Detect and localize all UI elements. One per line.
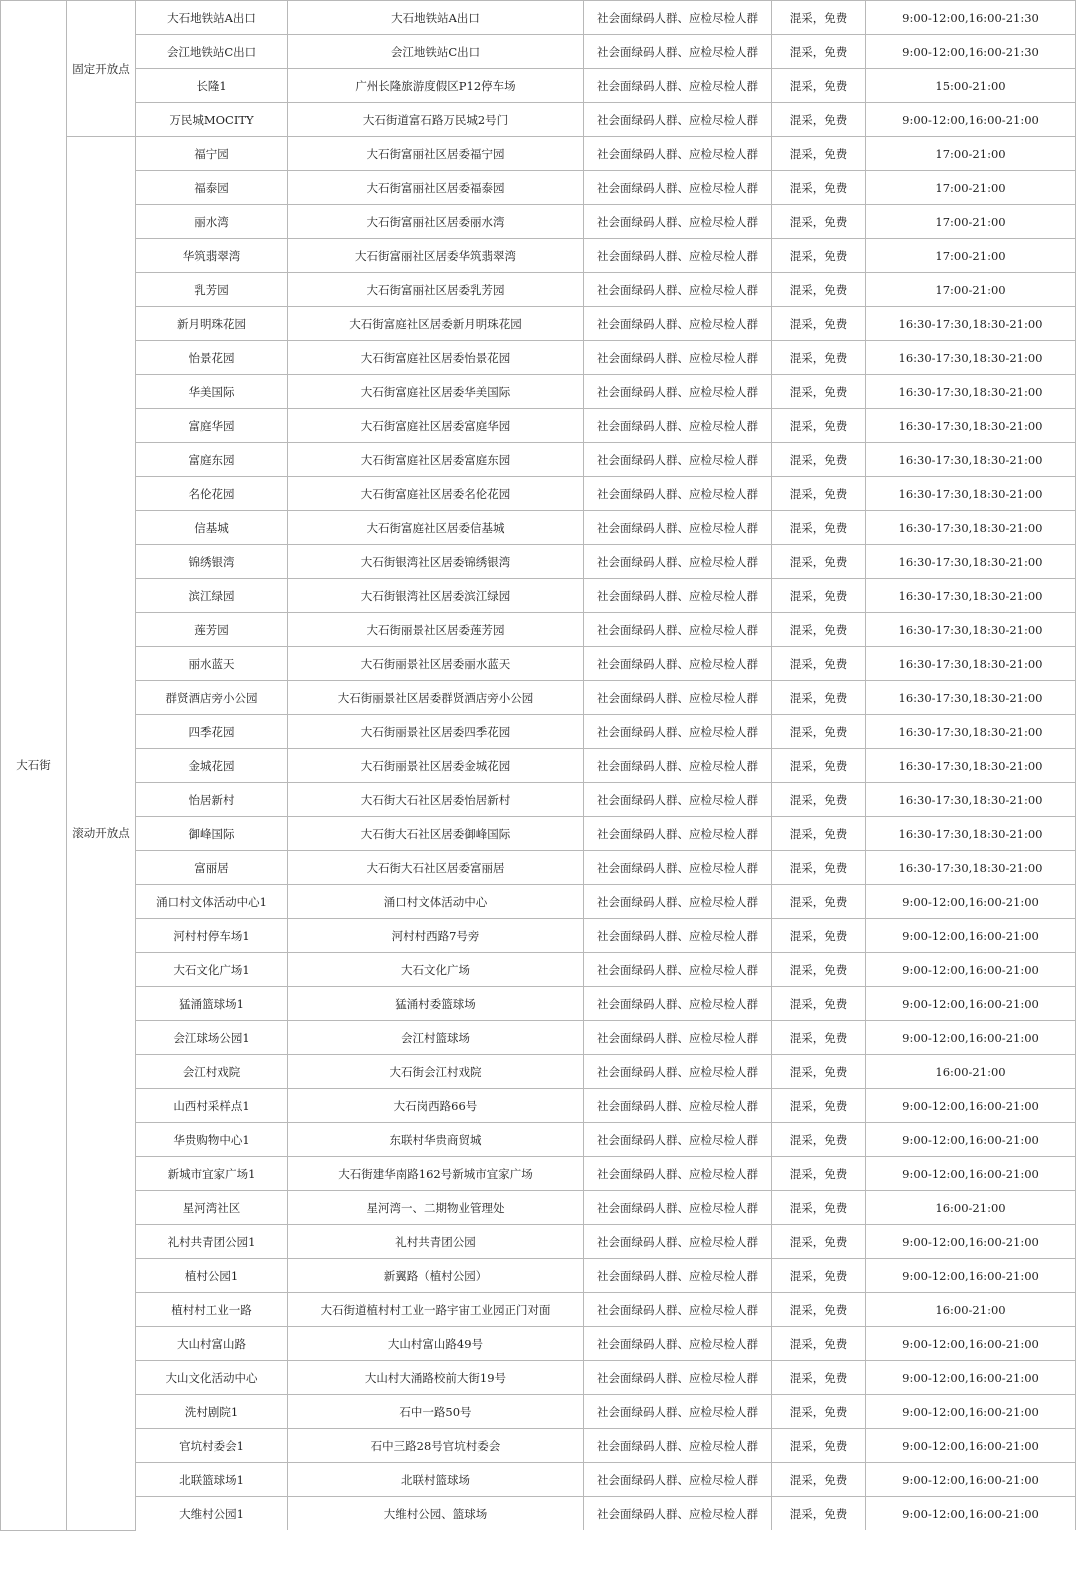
target-population-cell: 社会面绿码人群、应检尽检人群 <box>584 1 772 35</box>
site-name-cell: 乳芳园 <box>136 273 288 307</box>
opening-hours-cell: 9:00-12:00,16:00-21:00 <box>866 1497 1076 1531</box>
address-cell: 星河湾一、二期物业管理处 <box>288 1191 584 1225</box>
target-population-cell: 社会面绿码人群、应检尽检人群 <box>584 1497 772 1531</box>
opening-hours-cell: 9:00-12:00,16:00-21:00 <box>866 953 1076 987</box>
target-population-cell: 社会面绿码人群、应检尽检人群 <box>584 1157 772 1191</box>
address-cell: 大石地铁站A出口 <box>288 1 584 35</box>
table-row <box>1 35 1076 69</box>
table-row <box>1 1191 1076 1225</box>
opening-hours-cell: 9:00-12:00,16:00-21:00 <box>866 1089 1076 1123</box>
address-cell: 大石街银湾社区居委锦绣银湾 <box>288 545 584 579</box>
sampling-method-cell: 混采，免费 <box>772 443 866 477</box>
opening-hours-cell: 16:30-17:30,18:30-21:00 <box>866 613 1076 647</box>
site-name-cell: 涌口村文体活动中心1 <box>136 885 288 919</box>
opening-hours-cell: 9:00-12:00,16:00-21:00 <box>866 987 1076 1021</box>
opening-hours-cell: 16:00-21:00 <box>866 1191 1076 1225</box>
table-row <box>1 375 1076 409</box>
target-population-cell: 社会面绿码人群、应检尽检人群 <box>584 511 772 545</box>
site-name-cell: 大石文化广场1 <box>136 953 288 987</box>
sampling-method-cell: 混采，免费 <box>772 171 866 205</box>
table-row <box>1 953 1076 987</box>
target-population-cell: 社会面绿码人群、应检尽检人群 <box>584 749 772 783</box>
sampling-method-cell: 混采，免费 <box>772 1463 866 1497</box>
address-cell: 大石街丽景社区居委群贤酒店旁小公园 <box>288 681 584 715</box>
sampling-method-cell: 混采，免费 <box>772 749 866 783</box>
site-name-cell: 会江球场公园1 <box>136 1021 288 1055</box>
sampling-method-cell: 混采，免费 <box>772 681 866 715</box>
address-cell: 大石街富丽社区居委丽水湾 <box>288 205 584 239</box>
sampling-method-cell: 混采，免费 <box>772 511 866 545</box>
opening-hours-cell: 16:30-17:30,18:30-21:00 <box>866 409 1076 443</box>
address-cell: 大石街大石社区居委怡居新村 <box>288 783 584 817</box>
site-name-cell: 富丽居 <box>136 851 288 885</box>
table-row <box>1 1123 1076 1157</box>
target-population-cell: 社会面绿码人群、应检尽检人群 <box>584 1327 772 1361</box>
address-cell: 大石街会江村戏院 <box>288 1055 584 1089</box>
table-row <box>1 511 1076 545</box>
opening-hours-cell: 16:30-17:30,18:30-21:00 <box>866 477 1076 511</box>
opening-hours-cell: 16:30-17:30,18:30-21:00 <box>866 681 1076 715</box>
site-name-cell: 长隆1 <box>136 69 288 103</box>
opening-hours-cell: 9:00-12:00,16:00-21:00 <box>866 1021 1076 1055</box>
address-cell: 大石街富庭社区居委富庭东园 <box>288 443 584 477</box>
opening-hours-cell: 9:00-12:00,16:00-21:00 <box>866 1225 1076 1259</box>
sampling-method-cell: 混采，免费 <box>772 69 866 103</box>
sampling-method-cell: 混采，免费 <box>772 987 866 1021</box>
site-name-cell: 丽水蓝天 <box>136 647 288 681</box>
site-name-cell: 信基城 <box>136 511 288 545</box>
target-population-cell: 社会面绿码人群、应检尽检人群 <box>584 579 772 613</box>
site-name-cell: 万民城MOCITY <box>136 103 288 137</box>
target-population-cell: 社会面绿码人群、应检尽检人群 <box>584 273 772 307</box>
sampling-method-cell: 混采，免费 <box>772 1395 866 1429</box>
table-row <box>1 273 1076 307</box>
site-name-cell: 河村村停车场1 <box>136 919 288 953</box>
table-row <box>1 1089 1076 1123</box>
site-name-cell: 新城市宜家广场1 <box>136 1157 288 1191</box>
table-row <box>1 1157 1076 1191</box>
site-name-cell: 怡居新村 <box>136 783 288 817</box>
table-row <box>1 851 1076 885</box>
opening-hours-cell: 9:00-12:00,16:00-21:00 <box>866 1157 1076 1191</box>
target-population-cell: 社会面绿码人群、应检尽检人群 <box>584 885 772 919</box>
opening-hours-cell: 16:30-17:30,18:30-21:00 <box>866 511 1076 545</box>
address-cell: 涌口村文体活动中心 <box>288 885 584 919</box>
site-name-cell: 新月明珠花园 <box>136 307 288 341</box>
opening-hours-cell: 16:30-17:30,18:30-21:00 <box>866 579 1076 613</box>
table-body <box>1 1 1076 1531</box>
opening-hours-cell: 17:00-21:00 <box>866 273 1076 307</box>
address-cell: 广州长隆旅游度假区P12停车场 <box>288 69 584 103</box>
table-row <box>1 1463 1076 1497</box>
table-row <box>1 477 1076 511</box>
opening-hours-cell: 17:00-21:00 <box>866 137 1076 171</box>
site-name-cell: 洗村剧院1 <box>136 1395 288 1429</box>
target-population-cell: 社会面绿码人群、应检尽检人群 <box>584 1089 772 1123</box>
sampling-method-cell: 混采，免费 <box>772 1361 866 1395</box>
opening-hours-cell: 16:30-17:30,18:30-21:00 <box>866 851 1076 885</box>
address-cell: 大石街丽景社区居委四季花园 <box>288 715 584 749</box>
table-row <box>1 783 1076 817</box>
table-row <box>1 103 1076 137</box>
sampling-method-cell: 混采，免费 <box>772 341 866 375</box>
site-name-cell: 富庭华园 <box>136 409 288 443</box>
site-name-cell: 富庭东园 <box>136 443 288 477</box>
address-cell: 北联村篮球场 <box>288 1463 584 1497</box>
address-cell: 大山村富山路49号 <box>288 1327 584 1361</box>
site-name-cell: 锦绣银湾 <box>136 545 288 579</box>
target-population-cell: 社会面绿码人群、应检尽检人群 <box>584 851 772 885</box>
opening-hours-cell: 9:00-12:00,16:00-21:00 <box>866 1361 1076 1395</box>
opening-hours-cell: 9:00-12:00,16:00-21:00 <box>866 885 1076 919</box>
target-population-cell: 社会面绿码人群、应检尽检人群 <box>584 137 772 171</box>
target-population-cell: 社会面绿码人群、应检尽检人群 <box>584 1293 772 1327</box>
opening-hours-cell: 9:00-12:00,16:00-21:30 <box>866 1 1076 35</box>
opening-hours-cell: 16:30-17:30,18:30-21:00 <box>866 715 1076 749</box>
site-name-cell: 会江地铁站C出口 <box>136 35 288 69</box>
site-name-cell: 滨江绿园 <box>136 579 288 613</box>
table-row <box>1 817 1076 851</box>
target-population-cell: 社会面绿码人群、应检尽检人群 <box>584 987 772 1021</box>
sampling-method-cell: 混采，免费 <box>772 1157 866 1191</box>
table-row <box>1 987 1076 1021</box>
site-name-cell: 华贵购物中心1 <box>136 1123 288 1157</box>
opening-hours-cell: 9:00-12:00,16:00-21:00 <box>866 1327 1076 1361</box>
sampling-method-cell: 混采，免费 <box>772 579 866 613</box>
address-cell: 大石街丽景社区居委金城花园 <box>288 749 584 783</box>
sampling-method-cell: 混采，免费 <box>772 613 866 647</box>
sampling-method-cell: 混采，免费 <box>772 477 866 511</box>
site-name-cell: 大石地铁站A出口 <box>136 1 288 35</box>
table-row <box>1 749 1076 783</box>
address-cell: 大石街富丽社区居委福泰园 <box>288 171 584 205</box>
opening-hours-cell: 16:30-17:30,18:30-21:00 <box>866 817 1076 851</box>
target-population-cell: 社会面绿码人群、应检尽检人群 <box>584 205 772 239</box>
site-name-cell: 怡景花园 <box>136 341 288 375</box>
site-name-cell: 金城花园 <box>136 749 288 783</box>
address-cell: 礼村共青团公园 <box>288 1225 584 1259</box>
table-row <box>1 1293 1076 1327</box>
table-row <box>1 1225 1076 1259</box>
address-cell: 大石街大石社区居委富丽居 <box>288 851 584 885</box>
site-name-cell: 御峰国际 <box>136 817 288 851</box>
target-population-cell: 社会面绿码人群、应检尽检人群 <box>584 1055 772 1089</box>
address-cell: 大山村大涌路校前大街19号 <box>288 1361 584 1395</box>
target-population-cell: 社会面绿码人群、应检尽检人群 <box>584 341 772 375</box>
target-population-cell: 社会面绿码人群、应检尽检人群 <box>584 477 772 511</box>
table-row <box>1 1497 1076 1531</box>
table-row <box>1 919 1076 953</box>
target-population-cell: 社会面绿码人群、应检尽检人群 <box>584 103 772 137</box>
address-cell: 大维村公园、篮球场 <box>288 1497 584 1531</box>
target-population-cell: 社会面绿码人群、应检尽检人群 <box>584 375 772 409</box>
opening-hours-cell: 16:30-17:30,18:30-21:00 <box>866 545 1076 579</box>
address-cell: 大石街建华南路162号新城市宜家广场 <box>288 1157 584 1191</box>
sampling-method-cell: 混采，免费 <box>772 1293 866 1327</box>
sampling-method-cell: 混采，免费 <box>772 1327 866 1361</box>
target-population-cell: 社会面绿码人群、应检尽检人群 <box>584 953 772 987</box>
site-name-cell: 群贤酒店旁小公园 <box>136 681 288 715</box>
address-cell: 会江地铁站C出口 <box>288 35 584 69</box>
target-population-cell: 社会面绿码人群、应检尽检人群 <box>584 647 772 681</box>
address-cell: 猛涌村委篮球场 <box>288 987 584 1021</box>
table-row <box>1 1 1076 35</box>
sampling-method-cell: 混采，免费 <box>772 1123 866 1157</box>
target-population-cell: 社会面绿码人群、应检尽检人群 <box>584 919 772 953</box>
site-name-cell: 山西村采样点1 <box>136 1089 288 1123</box>
site-name-cell: 福泰园 <box>136 171 288 205</box>
opening-hours-cell: 16:30-17:30,18:30-21:00 <box>866 647 1076 681</box>
site-name-cell: 华美国际 <box>136 375 288 409</box>
site-name-cell: 植村公园1 <box>136 1259 288 1293</box>
address-cell: 大石街富庭社区居委名伦花园 <box>288 477 584 511</box>
table-row <box>1 579 1076 613</box>
site-name-cell: 大山村富山路 <box>136 1327 288 1361</box>
address-cell: 河村村西路7号旁 <box>288 919 584 953</box>
opening-hours-cell: 16:30-17:30,18:30-21:00 <box>866 375 1076 409</box>
sampling-method-cell: 混采，免费 <box>772 953 866 987</box>
site-name-cell: 北联篮球场1 <box>136 1463 288 1497</box>
address-cell: 大石街富庭社区居委华美国际 <box>288 375 584 409</box>
sampling-method-cell: 混采，免费 <box>772 1429 866 1463</box>
site-name-cell: 星河湾社区 <box>136 1191 288 1225</box>
address-cell: 大石文化广场 <box>288 953 584 987</box>
sampling-method-cell: 混采，免费 <box>772 1021 866 1055</box>
target-population-cell: 社会面绿码人群、应检尽检人群 <box>584 171 772 205</box>
sampling-method-cell: 混采，免费 <box>772 919 866 953</box>
table-row <box>1 1021 1076 1055</box>
site-name-cell: 大维村公园1 <box>136 1497 288 1531</box>
sampling-method-cell: 混采，免费 <box>772 35 866 69</box>
address-cell: 大石街富庭社区居委新月明珠花园 <box>288 307 584 341</box>
table-row <box>1 1395 1076 1429</box>
sampling-method-cell: 混采，免费 <box>772 1055 866 1089</box>
opening-hours-cell: 9:00-12:00,16:00-21:00 <box>866 1463 1076 1497</box>
table-row <box>1 1259 1076 1293</box>
opening-hours-cell: 9:00-12:00,16:00-21:30 <box>866 35 1076 69</box>
sampling-method-cell: 混采，免费 <box>772 239 866 273</box>
sampling-method-cell: 混采，免费 <box>772 1 866 35</box>
table-row <box>1 681 1076 715</box>
table-row <box>1 545 1076 579</box>
site-name-cell: 猛涌篮球场1 <box>136 987 288 1021</box>
site-name-cell: 丽水湾 <box>136 205 288 239</box>
sampling-method-cell: 混采，免费 <box>772 1497 866 1531</box>
target-population-cell: 社会面绿码人群、应检尽检人群 <box>584 443 772 477</box>
opening-hours-cell: 9:00-12:00,16:00-21:00 <box>866 103 1076 137</box>
site-type-cell: 固定开放点 <box>67 1 136 137</box>
table-row <box>1 1055 1076 1089</box>
site-name-cell: 植村村工业一路 <box>136 1293 288 1327</box>
opening-hours-cell: 16:30-17:30,18:30-21:00 <box>866 307 1076 341</box>
target-population-cell: 社会面绿码人群、应检尽检人群 <box>584 1021 772 1055</box>
target-population-cell: 社会面绿码人群、应检尽检人群 <box>584 239 772 273</box>
sampling-method-cell: 混采，免费 <box>772 1225 866 1259</box>
target-population-cell: 社会面绿码人群、应检尽检人群 <box>584 69 772 103</box>
sampling-method-cell: 混采，免费 <box>772 307 866 341</box>
site-name-cell: 会江村戏院 <box>136 1055 288 1089</box>
address-cell: 石中一路50号 <box>288 1395 584 1429</box>
table-row <box>1 409 1076 443</box>
site-name-cell: 莲芳园 <box>136 613 288 647</box>
table-row <box>1 341 1076 375</box>
address-cell: 新翼路（植村公园） <box>288 1259 584 1293</box>
target-population-cell: 社会面绿码人群、应检尽检人群 <box>584 1191 772 1225</box>
opening-hours-cell: 16:30-17:30,18:30-21:00 <box>866 749 1076 783</box>
address-cell: 大石街富庭社区居委富庭华园 <box>288 409 584 443</box>
table-row <box>1 1361 1076 1395</box>
site-name-cell: 名伦花园 <box>136 477 288 511</box>
site-name-cell: 官坑村委会1 <box>136 1429 288 1463</box>
target-population-cell: 社会面绿码人群、应检尽检人群 <box>584 1429 772 1463</box>
sampling-method-cell: 混采，免费 <box>772 851 866 885</box>
address-cell: 大石街富庭社区居委怡景花园 <box>288 341 584 375</box>
sampling-method-cell: 混采，免费 <box>772 817 866 851</box>
address-cell: 大石街丽景社区居委莲芳园 <box>288 613 584 647</box>
address-cell: 大石街富丽社区居委福宁园 <box>288 137 584 171</box>
target-population-cell: 社会面绿码人群、应检尽检人群 <box>584 1395 772 1429</box>
target-population-cell: 社会面绿码人群、应检尽检人群 <box>584 1259 772 1293</box>
sampling-method-cell: 混采，免费 <box>772 715 866 749</box>
sampling-method-cell: 混采，免费 <box>772 205 866 239</box>
target-population-cell: 社会面绿码人群、应检尽检人群 <box>584 1225 772 1259</box>
site-name-cell: 礼村共青团公园1 <box>136 1225 288 1259</box>
sampling-method-cell: 混采，免费 <box>772 1259 866 1293</box>
address-cell: 大石街大石社区居委御峰国际 <box>288 817 584 851</box>
opening-hours-cell: 17:00-21:00 <box>866 205 1076 239</box>
table-row <box>1 885 1076 919</box>
target-population-cell: 社会面绿码人群、应检尽检人群 <box>584 613 772 647</box>
table-row <box>1 715 1076 749</box>
opening-hours-cell: 9:00-12:00,16:00-21:00 <box>866 1429 1076 1463</box>
opening-hours-cell: 9:00-12:00,16:00-21:00 <box>866 1123 1076 1157</box>
target-population-cell: 社会面绿码人群、应检尽检人群 <box>584 409 772 443</box>
opening-hours-cell: 9:00-12:00,16:00-21:00 <box>866 1395 1076 1429</box>
opening-hours-cell: 16:00-21:00 <box>866 1055 1076 1089</box>
table-row <box>1 137 1076 171</box>
opening-hours-cell: 17:00-21:00 <box>866 171 1076 205</box>
target-population-cell: 社会面绿码人群、应检尽检人群 <box>584 1123 772 1157</box>
target-population-cell: 社会面绿码人群、应检尽检人群 <box>584 681 772 715</box>
target-population-cell: 社会面绿码人群、应检尽检人群 <box>584 545 772 579</box>
target-population-cell: 社会面绿码人群、应检尽检人群 <box>584 783 772 817</box>
sampling-method-cell: 混采，免费 <box>772 375 866 409</box>
site-name-cell: 大山文化活动中心 <box>136 1361 288 1395</box>
address-cell: 大石街富庭社区居委信基城 <box>288 511 584 545</box>
table-row <box>1 69 1076 103</box>
target-population-cell: 社会面绿码人群、应检尽检人群 <box>584 1361 772 1395</box>
table-row <box>1 443 1076 477</box>
table-row <box>1 239 1076 273</box>
opening-hours-cell: 16:30-17:30,18:30-21:00 <box>866 443 1076 477</box>
address-cell: 大石岗西路66号 <box>288 1089 584 1123</box>
address-cell: 大石街道植村村工业一路宇宙工业园正门对面 <box>288 1293 584 1327</box>
target-population-cell: 社会面绿码人群、应检尽检人群 <box>584 715 772 749</box>
sampling-method-cell: 混采，免费 <box>772 409 866 443</box>
table-row <box>1 647 1076 681</box>
opening-hours-cell: 9:00-12:00,16:00-21:00 <box>866 1259 1076 1293</box>
site-name-cell: 福宁园 <box>136 137 288 171</box>
address-cell: 大石街富丽社区居委华筑翡翠湾 <box>288 239 584 273</box>
table-row <box>1 205 1076 239</box>
target-population-cell: 社会面绿码人群、应检尽检人群 <box>584 307 772 341</box>
sampling-method-cell: 混采，免费 <box>772 545 866 579</box>
address-cell: 会江村篮球场 <box>288 1021 584 1055</box>
address-cell: 东联村华贵商贸城 <box>288 1123 584 1157</box>
site-name-cell: 四季花园 <box>136 715 288 749</box>
sampling-method-cell: 混采，免费 <box>772 103 866 137</box>
sampling-method-cell: 混采，免费 <box>772 273 866 307</box>
opening-hours-cell: 16:30-17:30,18:30-21:00 <box>866 341 1076 375</box>
opening-hours-cell: 9:00-12:00,16:00-21:00 <box>866 919 1076 953</box>
opening-hours-cell: 15:00-21:00 <box>866 69 1076 103</box>
street-name-cell: 大石街 <box>1 1 67 1531</box>
address-cell: 大石街道富石路万民城2号门 <box>288 103 584 137</box>
site-name-cell: 华筑翡翠湾 <box>136 239 288 273</box>
table-row <box>1 1327 1076 1361</box>
sampling-method-cell: 混采，免费 <box>772 137 866 171</box>
opening-hours-cell: 16:00-21:00 <box>866 1293 1076 1327</box>
table-row <box>1 307 1076 341</box>
opening-hours-cell: 17:00-21:00 <box>866 239 1076 273</box>
sampling-method-cell: 混采，免费 <box>772 647 866 681</box>
sampling-method-cell: 混采，免费 <box>772 783 866 817</box>
table-row <box>1 1429 1076 1463</box>
address-cell: 大石街银湾社区居委滨江绿园 <box>288 579 584 613</box>
address-cell: 大石街富丽社区居委乳芳园 <box>288 273 584 307</box>
opening-hours-cell: 16:30-17:30,18:30-21:00 <box>866 783 1076 817</box>
target-population-cell: 社会面绿码人群、应检尽检人群 <box>584 817 772 851</box>
sampling-method-cell: 混采，免费 <box>772 1089 866 1123</box>
sampling-method-cell: 混采，免费 <box>772 1191 866 1225</box>
sampling-method-cell: 混采，免费 <box>772 885 866 919</box>
table-row <box>1 171 1076 205</box>
table-row <box>1 613 1076 647</box>
address-cell: 大石街丽景社区居委丽水蓝天 <box>288 647 584 681</box>
address-cell: 石中三路28号官坑村委会 <box>288 1429 584 1463</box>
site-type-cell: 滚动开放点 <box>67 137 136 1531</box>
target-population-cell: 社会面绿码人群、应检尽检人群 <box>584 35 772 69</box>
target-population-cell: 社会面绿码人群、应检尽检人群 <box>584 1463 772 1497</box>
